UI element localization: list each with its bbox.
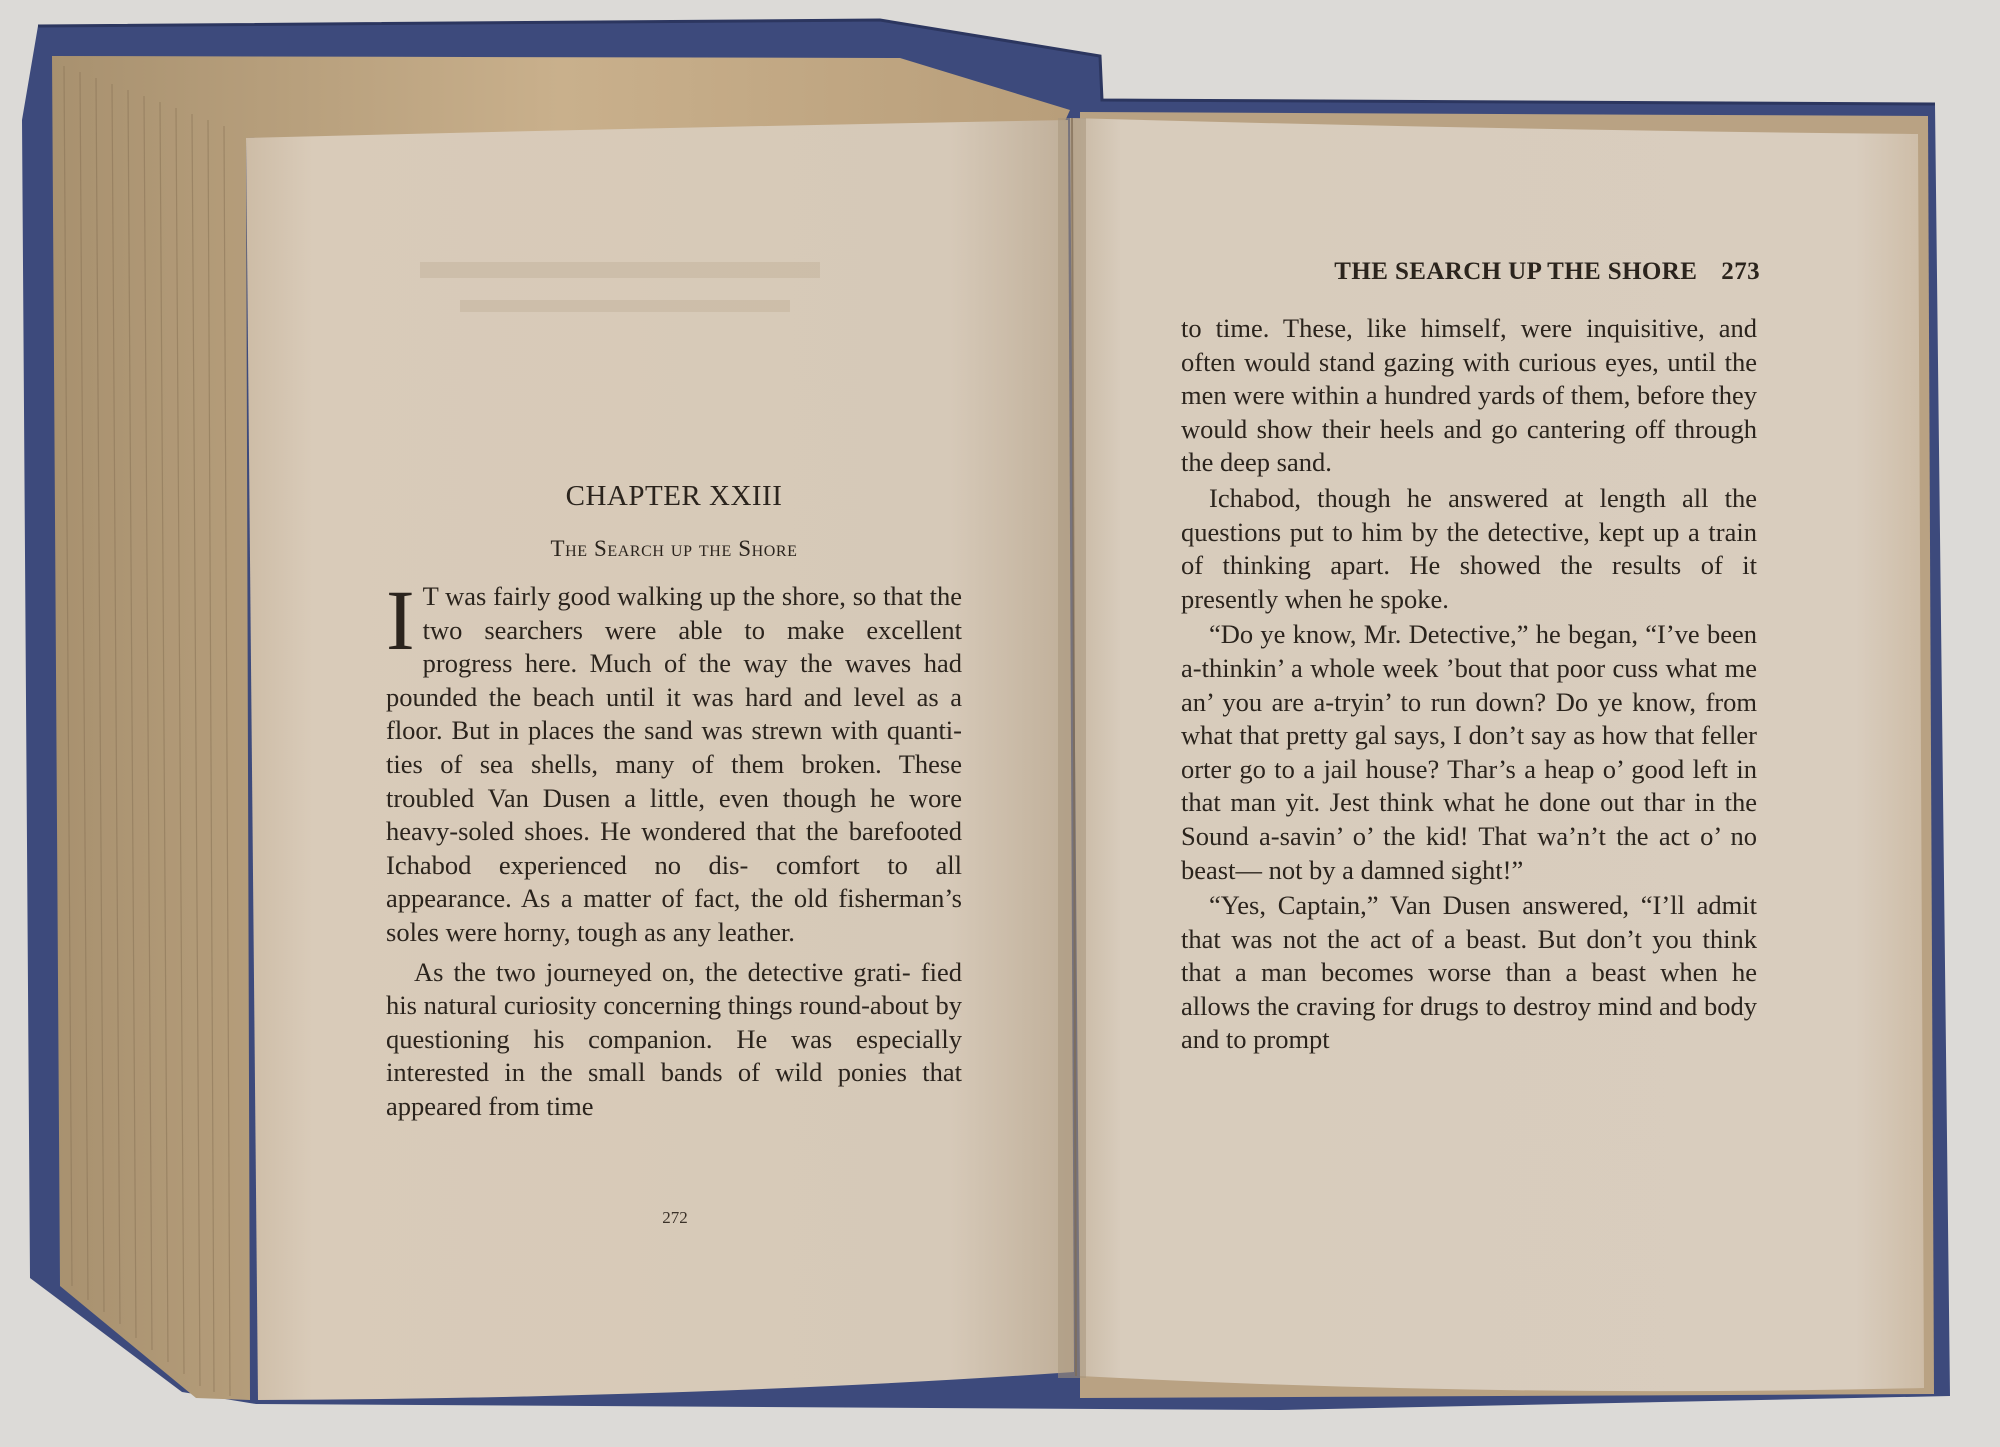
left-page-text: [386, 478, 962, 1124]
paragraph: “Do ye know, Mr. Detective,” he began, “I’ve been a-thinkin’ a whole week ’bout that poor cuss what me an’ you are a-tryin’ to run down? Do ye know, from what that pretty gal says, I don’t say as how that feller orter go to a jail house? Thar’s a heap o’ good left in that man yit. Jest think what he done out thar in the Sound a-savin’ o’ the kid! That wa’n’t the act o’ no beast— not by a damned sight!”: [1181, 619, 1757, 885]
drop-cap: I: [386, 572, 415, 668]
paragraph-text: T was fairly good walking up the shore, so that the two searchers were able to make excellent progress here. Much of the way the waves had pounded the beach until it was hard and level as a floor. But in places the sand was strewn with quanti- ties of sea shells, many of them broken. These troubled Van Dusen a little, even though he wore heavy-soled shoes. He wondered that the barefooted Ichabod experienced no dis- comfort to all appearance. As a matter of fact, the old fisherman’s soles were horny, tough as any leather.: [386, 581, 962, 947]
paragraph: Ichabod, though he answered at length all the questions put to him by the detective, kept up a train of thinking apart. He showed the results of it presently when he spoke.: [1181, 482, 1757, 614]
paragraph: [386, 572, 962, 950]
page-number-right: 273: [1721, 258, 1760, 285]
running-head-title: THE SEARCH UP THE SHORE: [1334, 258, 1698, 285]
paragraph: “Yes, Captain,” Van Dusen answered, “I’ll admit that was not the act of a beast. But don’t you think that a man becomes worse than a beast when he allows the craving for drugs to destroy mind and body and to prompt: [1181, 890, 1757, 1055]
paragraph: to time. These, like himself, were inquisitive, and often would stand gazing with curious eyes, until the men were within a hundred yards of them, before they would show their heels and go cantering off through the deep sand.: [1181, 313, 1757, 478]
right-page-text: [1181, 312, 1757, 1057]
chapter-title: The Search up the Shore: [550, 536, 798, 561]
page-number-left: 272: [662, 1208, 688, 1227]
chapter-number: CHAPTER XXIII: [565, 480, 783, 512]
paragraph: As the two journeyed on, the detective grati- fied his natural curiosity concerning things round-about by questioning his companion. He was especially interested in the small bands of wild ponies that appeared from time: [386, 956, 962, 1121]
running-head: [1250, 258, 1760, 286]
